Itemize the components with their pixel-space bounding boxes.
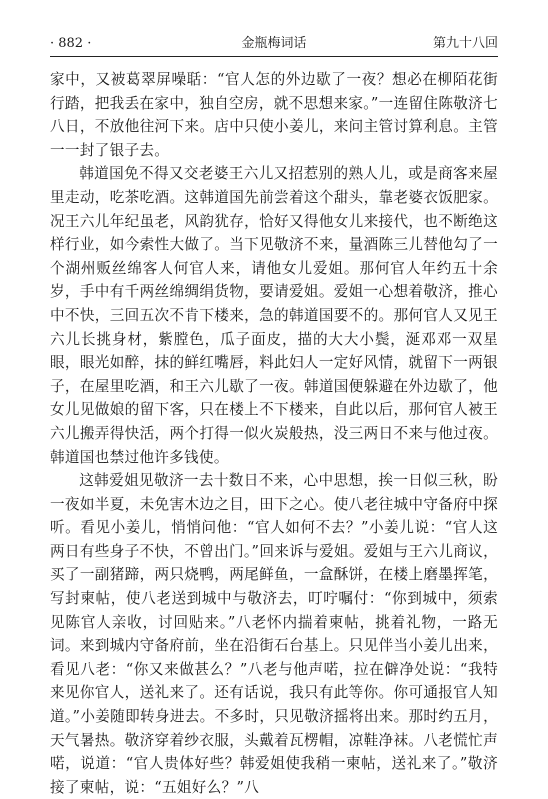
paragraph-3: 这韩爱姐见敬济一去十数日不来，心中思想，挨一日似三秋，盼一夜如半夏，未免害木边之目，田下之心。使八老往城中守备府中探听。看见小姜儿，悄悄问他：“官人如何不去？”小姜儿说：“官人这两日有些身子不快，不曾出门。”回来诉与爱姐。爱姐与王六儿商议，买了一副猪蹄，两只烧鸭，两尾鲜鱼，一盒酥饼，在楼上磨墨挥笔，写封柬帖，使八老送到城中与敬济去，叮咛嘱付：“你到城中，须索见陈官人亲收，讨回贴来。”八老怀内揣着柬帖，挑着礼物，一路无词。来到城内守备府前，坐在沿街石台基上。只见伴当小姜儿出来，看见八老：“你又来做甚么？”八老与他声喏，拉在僻净处说：“我特来见你官人，送礼来了。还有话说，我只有此等你。你可通报官人知道。”小姜随即转身进去。不多时，只见敬济摇将出来。那时约五月，天气暑热。敬济穿着纱衣服，头戴着瓦楞帽，凉鞋净袜。八老慌忙声喏，说道：“官人贵体好些？韩爱姐使我稍一柬帖，送礼来了。”敬济接了柬帖，说：“五姐好么？”八 — [50, 472, 498, 796]
page-number: · 882 · — [50, 36, 92, 51]
page-body — [50, 68, 498, 799]
chapter-title: 第九十八回 — [432, 36, 498, 51]
page-header — [50, 34, 498, 57]
book-title: 金瓶梅词话 — [241, 36, 307, 51]
paragraph-1: 家中，又被葛翠屏噪聒：“官人怎的外边歇了一夜？想必在柳陌花街行踏，把我丢在家中，独自空房，就不思想来家。”一连留住陈敬济七八日，不放他往河下来。店中只使小姜儿，来问主管讨算利息。主管一一封了银子去。 — [50, 71, 498, 159]
paragraph-2: 韩道国免不得又交老婆王六儿又招惹别的熟人儿，或是商客来屋里走动，吃茶吃酒。这韩道国先前尝着这个甜头，靠老婆衣饭肥家。况王六儿年纪虽老，风韵犹存，恰好又得他女儿来接代，也不断绝这样行业，如今索性大做了。当下见敬济不来，量酒陈三儿替他勾了一个湖州贩丝绵客人何官人来，请他女儿爱姐。那何官人年约五十余岁，手中有千两丝绵绸绢货物，要请爱姐。爱姐一心想着敬济，推心中不快，三回五次不肯下楼来，急的韩道国要不的。那何官人又见王六儿长挑身材，紫膛色，瓜子面皮，描的大大小鬓，涎邓邓一双星眼，眼光如醉，抹的鲜红嘴唇，料此妇人一定好风情，就留下一两银子，在屋里吃酒，和王六儿歇了一夜。韩道国便躲避在外边歇了，他女儿见做娘的留下客，只在楼上不下楼来，自此以后，那何官人被王六儿搬弄得快活，两个打得一似火炭般热，没三两日不来与他过夜。韩道国也禁过他许多钱使。 — [50, 165, 498, 466]
